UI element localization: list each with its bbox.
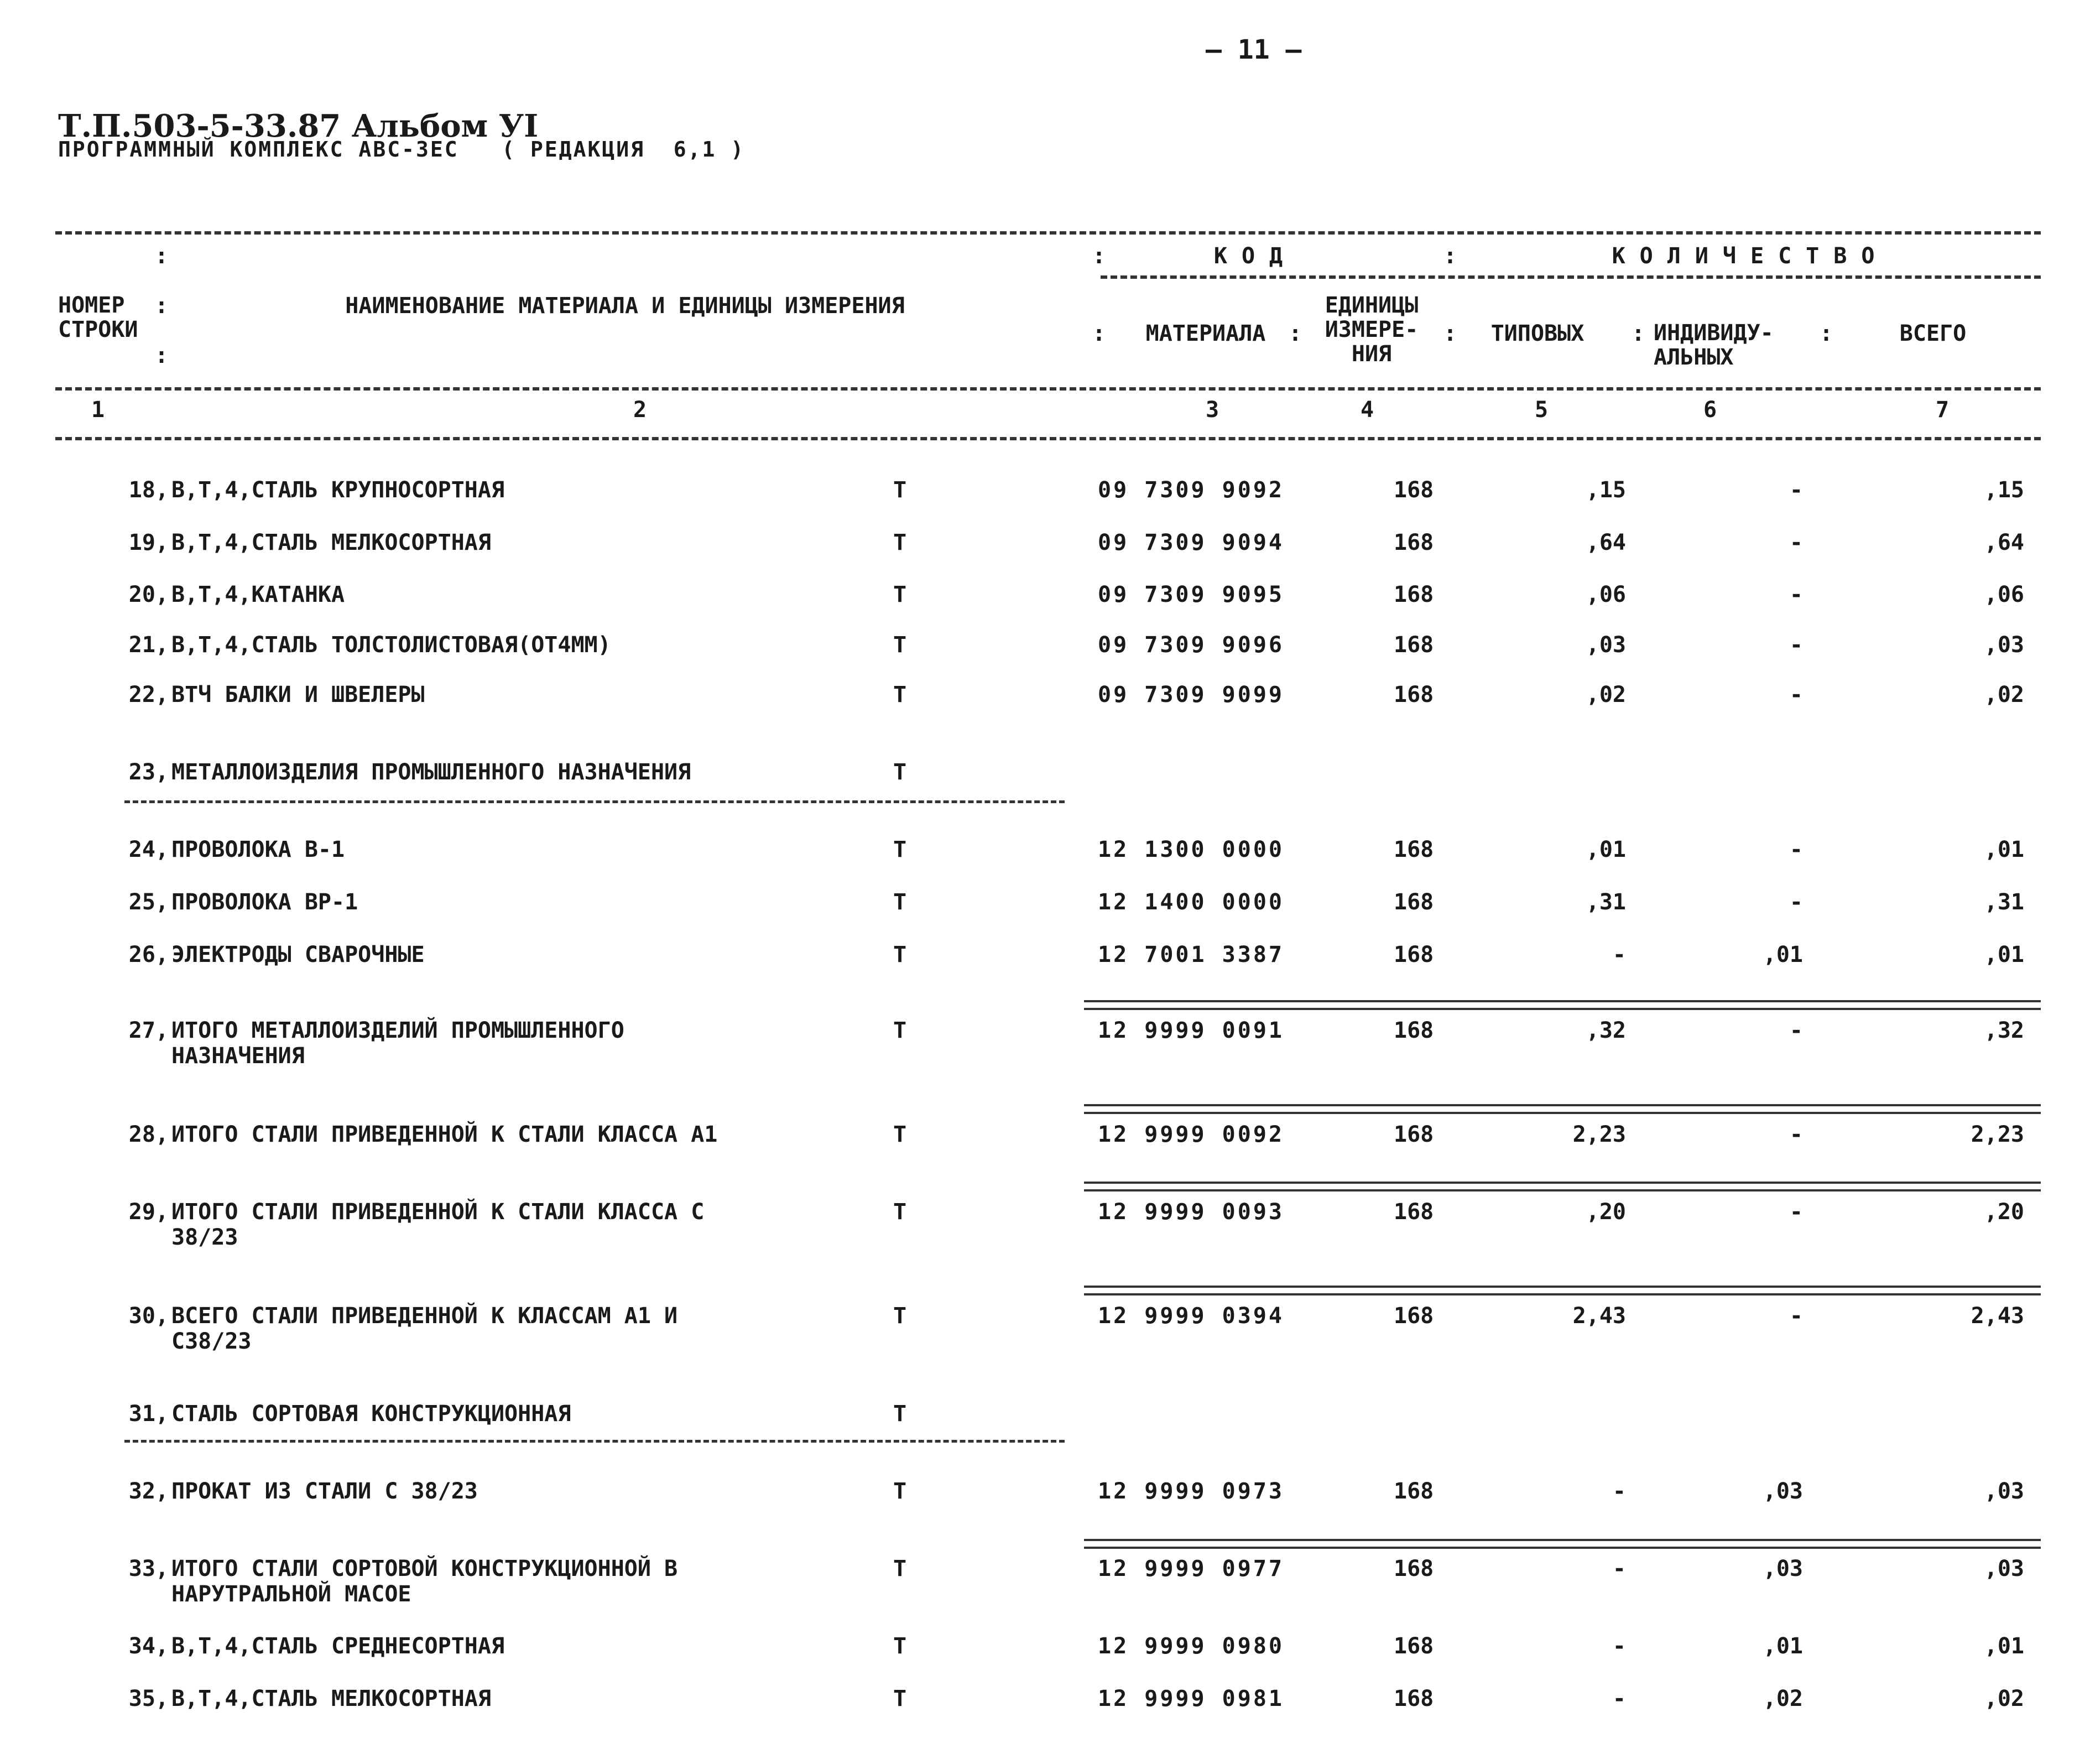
row-number: 31, <box>128 1401 169 1427</box>
row-number: 22, <box>128 682 169 707</box>
total-separator <box>1084 1286 2041 1295</box>
individual-quantity: - <box>1789 1199 1803 1225</box>
individual-quantity: - <box>1789 682 1803 707</box>
header-code: КОД <box>1213 243 1297 269</box>
material-code: 12 9999 0093 <box>1098 1199 1284 1225</box>
material-code: 09 7309 9096 <box>1098 632 1284 658</box>
table-row <box>0 582 2090 632</box>
individual-quantity: - <box>1789 889 1803 915</box>
total-separator <box>1084 1182 2041 1191</box>
header-sub-rule <box>1101 275 2041 279</box>
total-quantity: ,64 <box>1984 530 2024 555</box>
row-number: 34, <box>128 1633 169 1659</box>
material-code: 12 9999 0981 <box>1098 1686 1284 1711</box>
row-number: 23, <box>128 759 169 785</box>
typical-quantity: ,31 <box>1586 889 1626 915</box>
unit: Т <box>893 1479 907 1504</box>
column-divider: : <box>1632 321 1645 346</box>
table-row <box>0 889 2090 939</box>
column-divider: : <box>1443 321 1457 346</box>
unit-code: 168 <box>1394 942 1434 967</box>
row-number: 24, <box>128 837 169 862</box>
individual-quantity: - <box>1789 1018 1803 1043</box>
document-subtitle: ПРОГРАММНЫЙ КОМПЛЕКС АВС-3ЕС ( РЕДАКЦИЯ 6,1 ) <box>58 137 746 162</box>
material-name: ИТОГО СТАЛИ ПРИВЕДЕННОЙ К СТАЛИ КЛАССА А1 <box>171 1122 718 1147</box>
typical-quantity: ,15 <box>1586 477 1626 503</box>
unit: Т <box>893 1401 907 1427</box>
unit-code: 168 <box>1394 477 1434 503</box>
table-row <box>0 1303 2090 1353</box>
header-quantity: КОЛИЧЕСТВО <box>1612 243 1889 269</box>
header-unit-code: ЕДИНИЦЫ ИЗМЕРЕ- НИЯ <box>1325 293 1419 367</box>
total-separator <box>1084 1539 2041 1549</box>
unit-code: 168 <box>1394 889 1434 915</box>
row-number: 25, <box>128 889 169 915</box>
row-number: 32, <box>128 1479 169 1504</box>
row-number: 21, <box>128 632 169 658</box>
unit-code: 168 <box>1394 1686 1434 1711</box>
material-name: ВТЧ БАЛКИ И ШВЕЛЕРЫ <box>171 682 425 707</box>
header-top-rule <box>55 231 2041 235</box>
material-code: 09 7309 9099 <box>1098 682 1284 707</box>
column-number-7: 7 <box>1936 397 1950 423</box>
section-underline <box>124 800 1065 803</box>
column-divider: : <box>155 293 169 319</box>
unit: Т <box>893 1018 907 1043</box>
unit: Т <box>893 942 907 967</box>
table-row <box>0 530 2090 580</box>
row-number: 27, <box>128 1018 169 1043</box>
total-quantity: ,02 <box>1984 1686 2024 1711</box>
total-quantity: 2,43 <box>1971 1303 2024 1329</box>
total-quantity: ,01 <box>1984 1633 2024 1659</box>
individual-quantity: - <box>1789 530 1803 555</box>
row-number: 29, <box>128 1199 169 1225</box>
unit: Т <box>893 682 907 707</box>
unit: Т <box>893 477 907 503</box>
table-row <box>0 682 2090 732</box>
typical-quantity: ,64 <box>1586 530 1626 555</box>
material-code: 12 9999 0977 <box>1098 1556 1284 1581</box>
column-divider: : <box>1289 321 1302 346</box>
material-name: В,Т,4,КАТАНКА <box>171 582 345 607</box>
typical-quantity: ,03 <box>1586 632 1626 658</box>
material-code: 12 7001 3387 <box>1098 942 1284 967</box>
row-number: 18, <box>128 477 169 503</box>
material-code: 12 9999 0092 <box>1098 1122 1284 1147</box>
unit-code: 168 <box>1394 1303 1434 1329</box>
individual-quantity: ,02 <box>1763 1686 1803 1711</box>
column-divider: : <box>1443 243 1457 269</box>
typical-quantity: 2,23 <box>1572 1122 1626 1147</box>
material-name: ЭЛЕКТРОДЫ СВАРОЧНЫЕ <box>171 942 425 967</box>
individual-quantity: ,01 <box>1763 942 1803 967</box>
table-row <box>0 942 2090 992</box>
column-number-5: 5 <box>1535 397 1549 423</box>
column-divider: : <box>1092 243 1106 269</box>
unit: Т <box>893 1556 907 1581</box>
row-number: 33, <box>128 1556 169 1581</box>
header-material: МАТЕРИАЛА <box>1145 321 1266 346</box>
material-name: В,Т,4,СТАЛЬ КРУПНОСОРТНАЯ <box>171 477 505 503</box>
unit: Т <box>893 530 907 555</box>
page-number: — 11 — <box>1206 34 1302 65</box>
total-quantity: ,31 <box>1984 889 2024 915</box>
total-quantity: 2,23 <box>1971 1122 2024 1147</box>
table-row <box>0 1686 2090 1736</box>
column-number-3: 3 <box>1206 397 1219 423</box>
individual-quantity: - <box>1789 582 1803 607</box>
individual-quantity: ,03 <box>1763 1556 1803 1581</box>
unit: Т <box>893 632 907 658</box>
header-name: НАИМЕНОВАНИЕ МАТЕРИАЛА И ЕДИНИЦЫ ИЗМЕРЕНИЯ <box>345 293 905 319</box>
typical-quantity: ,02 <box>1586 682 1626 707</box>
unit: Т <box>893 1686 907 1711</box>
material-name: В,Т,4,СТАЛЬ МЕЛКОСОРТНАЯ <box>171 1686 491 1711</box>
unit: Т <box>893 759 907 785</box>
row-number: 20, <box>128 582 169 607</box>
individual-quantity: - <box>1789 477 1803 503</box>
typical-quantity: - <box>1612 1479 1626 1504</box>
unit: Т <box>893 1303 907 1329</box>
individual-quantity: - <box>1789 1303 1803 1329</box>
total-separator <box>1084 1104 2041 1114</box>
unit-code: 168 <box>1394 1018 1434 1043</box>
unit: Т <box>893 1122 907 1147</box>
section-underline <box>124 1440 1065 1443</box>
material-name: ИТОГО МЕТАЛЛОИЗДЕЛИЙ ПРОМЫШЛЕННОГО НАЗНАЧЕНИЯ <box>171 1018 624 1069</box>
total-quantity: ,32 <box>1984 1018 2024 1043</box>
material-name: В,Т,4,СТАЛЬ СРЕДНЕСОРТНАЯ <box>171 1633 505 1659</box>
individual-quantity: - <box>1789 837 1803 862</box>
material-code: 12 1300 0000 <box>1098 837 1284 862</box>
unit-code: 168 <box>1394 1633 1434 1659</box>
material-name: ПРОВОЛОКА ВР-1 <box>171 889 358 915</box>
table-row <box>0 477 2090 527</box>
material-name: ВСЕГО СТАЛИ ПРИВЕДЕННОЙ К КЛАССАМ А1 И С38/23 <box>171 1303 678 1354</box>
typical-quantity: ,20 <box>1586 1199 1626 1225</box>
unit-code: 168 <box>1394 837 1434 862</box>
row-number: 30, <box>128 1303 169 1329</box>
unit-code: 168 <box>1394 1479 1434 1504</box>
table-row <box>0 837 2090 887</box>
typical-quantity: ,06 <box>1586 582 1626 607</box>
material-code: 09 7309 9092 <box>1098 477 1284 503</box>
total-quantity: ,01 <box>1984 837 2024 862</box>
unit-code: 168 <box>1394 582 1434 607</box>
individual-quantity: - <box>1789 632 1803 658</box>
column-divider: : <box>1092 321 1106 346</box>
material-code: 09 7309 9094 <box>1098 530 1284 555</box>
typical-quantity: - <box>1612 942 1626 967</box>
unit-code: 168 <box>1394 682 1434 707</box>
individual-quantity: - <box>1789 1122 1803 1147</box>
table-row <box>0 1479 2090 1528</box>
total-quantity: ,03 <box>1984 1479 2024 1504</box>
table-row <box>0 1199 2090 1249</box>
individual-quantity: ,03 <box>1763 1479 1803 1504</box>
header-row-number: НОМЕР СТРОКИ <box>58 293 138 342</box>
unit-code: 168 <box>1394 1199 1434 1225</box>
unit: Т <box>893 889 907 915</box>
header-individual: ИНДИВИДУ- АЛЬНЫХ <box>1654 320 1774 370</box>
material-code: 12 1400 0000 <box>1098 889 1284 915</box>
row-number: 28, <box>128 1122 169 1147</box>
total-quantity: ,01 <box>1984 942 2024 967</box>
material-code: 09 7309 9095 <box>1098 582 1284 607</box>
material-name: СТАЛЬ СОРТОВАЯ КОНСТРУКЦИОННАЯ <box>171 1401 571 1427</box>
table-row <box>0 1556 2090 1606</box>
material-code: 12 9999 0091 <box>1098 1018 1284 1043</box>
typical-quantity: - <box>1612 1633 1626 1659</box>
header-mid-rule <box>55 387 2041 391</box>
column-number-2: 2 <box>633 397 647 423</box>
table-row <box>0 1018 2090 1068</box>
total-quantity: ,15 <box>1984 477 2024 503</box>
header-total: ВСЕГО <box>1899 321 1967 346</box>
unit-code: 168 <box>1394 632 1434 658</box>
material-name: ПРОВОЛОКА В-1 <box>171 837 345 862</box>
column-divider: : <box>155 343 169 368</box>
document-title: Т.П.503-5-33.87 Альбом УI <box>58 108 539 144</box>
column-number-4: 4 <box>1361 397 1374 423</box>
total-separator <box>1084 1000 2041 1010</box>
row-number: 19, <box>128 530 169 555</box>
table-row <box>0 1122 2090 1172</box>
material-name: МЕТАЛЛОИЗДЕЛИЯ ПРОМЫШЛЕННОГО НАЗНАЧЕНИЯ <box>171 759 691 785</box>
material-name: ИТОГО СТАЛИ ПРИВЕДЕННОЙ К СТАЛИ КЛАССА С 38/23 <box>171 1199 705 1250</box>
unit: Т <box>893 1633 907 1659</box>
header-typical: ТИПОВЫХ <box>1490 321 1585 346</box>
unit: Т <box>893 1199 907 1225</box>
header-bottom-rule <box>55 437 2041 440</box>
table-row <box>0 1633 2090 1683</box>
typical-quantity: ,32 <box>1586 1018 1626 1043</box>
material-name: В,Т,4,СТАЛЬ ТОЛСТОЛИСТОВАЯ(ОТ4ММ) <box>171 632 611 658</box>
material-name: ИТОГО СТАЛИ СОРТОВОЙ КОНСТРУКЦИОННОЙ В НАРУТРАЛЬНОЙ МАСОЕ <box>171 1556 678 1607</box>
typical-quantity: - <box>1612 1686 1626 1711</box>
row-number: 26, <box>128 942 169 967</box>
unit-code: 168 <box>1394 1122 1434 1147</box>
unit-code: 168 <box>1394 530 1434 555</box>
column-divider: : <box>155 243 169 269</box>
total-quantity: ,20 <box>1984 1199 2024 1225</box>
table-row <box>0 1401 2090 1451</box>
column-number-1: 1 <box>91 397 105 423</box>
material-code: 12 9999 0394 <box>1098 1303 1284 1329</box>
material-code: 12 9999 0980 <box>1098 1633 1284 1659</box>
total-quantity: ,02 <box>1984 682 2024 707</box>
material-name: В,Т,4,СТАЛЬ МЕЛКОСОРТНАЯ <box>171 530 491 555</box>
typical-quantity: - <box>1612 1556 1626 1581</box>
unit: Т <box>893 582 907 607</box>
unit-code: 168 <box>1394 1556 1434 1581</box>
row-number: 35, <box>128 1686 169 1711</box>
material-code: 12 9999 0973 <box>1098 1479 1284 1504</box>
total-quantity: ,03 <box>1984 1556 2024 1581</box>
material-name: ПРОКАТ ИЗ СТАЛИ С 38/23 <box>171 1479 478 1504</box>
typical-quantity: 2,43 <box>1572 1303 1626 1329</box>
table-row <box>0 632 2090 682</box>
typical-quantity: ,01 <box>1586 837 1626 862</box>
total-quantity: ,06 <box>1984 582 2024 607</box>
total-quantity: ,03 <box>1984 632 2024 658</box>
column-divider: : <box>1820 321 1833 346</box>
unit: Т <box>893 837 907 862</box>
individual-quantity: ,01 <box>1763 1633 1803 1659</box>
column-number-6: 6 <box>1703 397 1717 423</box>
